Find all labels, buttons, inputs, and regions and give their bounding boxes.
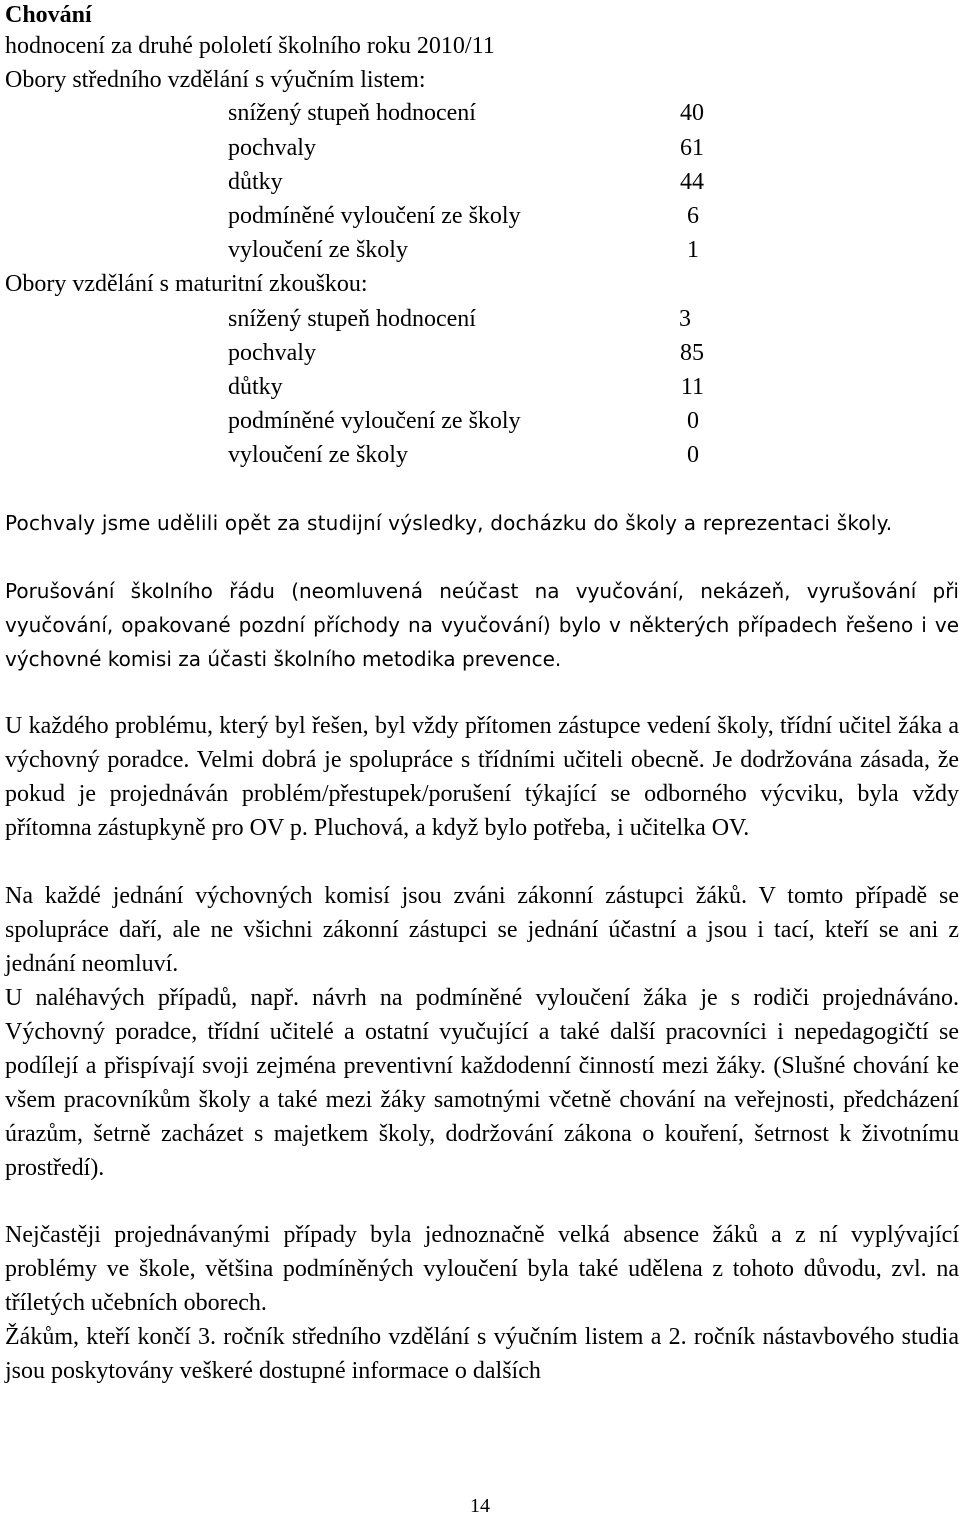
paragraph-urgent-cases: U naléhavých případů, např. návrh na podmíněné vyloučení žáka je s rodiči projednáváno. Výchovný poradce, třídní učitelé a ostatní vyučující a také další pracovníci i nepedagogičtí se podílejí a přispívají svoji zejména preventivní každodenní činností mezi žáky. (Slušné chování ke všem pracovníkům školy a také mezi žáky samotnými včetně chování na veřejnosti, předcházení úrazům, šetrně zacházet s majetkem školy, dodržování zákona o kouření, šetrnost k životnímu prostředí).: [5, 985, 959, 1181]
stat-value-praises: 85: [680, 340, 704, 366]
stat-value-conditional-expulsion: 6: [687, 203, 699, 229]
paragraph-rule-violations: Porušování školního řádu (neomluvená neúčast na vyučování, nekázeň, vyrušování při vyučování, opakované pozdní příchody na vyučování) bylo v některých případech řešeno i ve výchovné komisi za účasti školního metodika prevence.: [5, 579, 959, 671]
stat-value-reduced-grade: 3: [679, 306, 691, 332]
stat-label-praises: pochvaly: [228, 340, 316, 366]
stat-label-reprimands: důtky: [228, 169, 283, 195]
stat-value-reprimands: 44: [680, 169, 704, 195]
stat-value-praises: 61: [680, 135, 704, 161]
stat-label-expulsion: vyloučení ze školy: [228, 442, 408, 468]
paragraph-absence: Nejčastěji projednávanými případy byla jednoznačně velká absence žáků a z ní vyplývající problémy ve škole, většina podmíněných vyloučení byla také udělena z tohoto důvodu, zvl. na tříletých učebních oborech.: [5, 1222, 959, 1316]
paragraph-legal-guardians: Na každé jednání výchovných komisí jsou zváni zákonní zástupci žáků. V tomto případě se spolupráce daří, ale ne všichni zákonní zástupci se jednání účastní a jsou i tací, kteří se ani z jednání neomluví.: [5, 883, 959, 977]
stat-label-reduced-grade: snížený stupeň hodnocení: [228, 100, 476, 126]
page-subtitle: hodnocení za druhé pololetí školního roku 2010/11: [5, 33, 495, 59]
stat-value-reprimands: 11: [680, 374, 704, 400]
section-heading-vocational: Obory středního vzdělání s výučním listem:: [5, 67, 426, 93]
stat-label-expulsion: vyloučení ze školy: [228, 237, 408, 263]
stat-label-conditional-expulsion: podmíněné vyloučení ze školy: [228, 203, 521, 229]
stat-value-expulsion: 0: [687, 442, 699, 468]
page-number: 14: [470, 1495, 490, 1517]
paragraph-graduating-students: Žákům, kteří končí 3. ročník středního vzdělání s výučním listem a 2. ročník nástavbového studia jsou poskytovány veškeré dostupné informace o dalších: [5, 1324, 959, 1384]
paragraph-praises: Pochvaly jsme udělili opět za studijní výsledky, docházku do školy a reprezentaci školy.: [5, 511, 893, 535]
page-title: Chování: [5, 2, 92, 28]
stat-label-reprimands: důtky: [228, 374, 283, 400]
stat-label-conditional-expulsion: podmíněné vyloučení ze školy: [228, 408, 521, 434]
stat-label-reduced-grade: snížený stupeň hodnocení: [228, 306, 476, 332]
section-heading-maturita: Obory vzdělání s maturitní zkouškou:: [5, 271, 368, 297]
stat-value-conditional-expulsion: 0: [687, 408, 699, 434]
stat-label-praises: pochvaly: [228, 135, 316, 161]
stat-value-expulsion: 1: [687, 237, 699, 263]
paragraph-problem-handling: U každého problému, který byl řešen, byl vždy přítomen zástupce vedení školy, třídní učitel žáka a výchovný poradce. Velmi dobrá je spolupráce s třídními učiteli obecně. Je dodržována zásada, že pokud je projednáván problém/přestupek/porušení týkající se odborného výcviku, byla vždy přítomna zástupkyně pro OV p. Pluchová, a když bylo potřeba, i učitelka OV.: [5, 713, 959, 841]
stat-value-reduced-grade: 40: [680, 100, 704, 126]
